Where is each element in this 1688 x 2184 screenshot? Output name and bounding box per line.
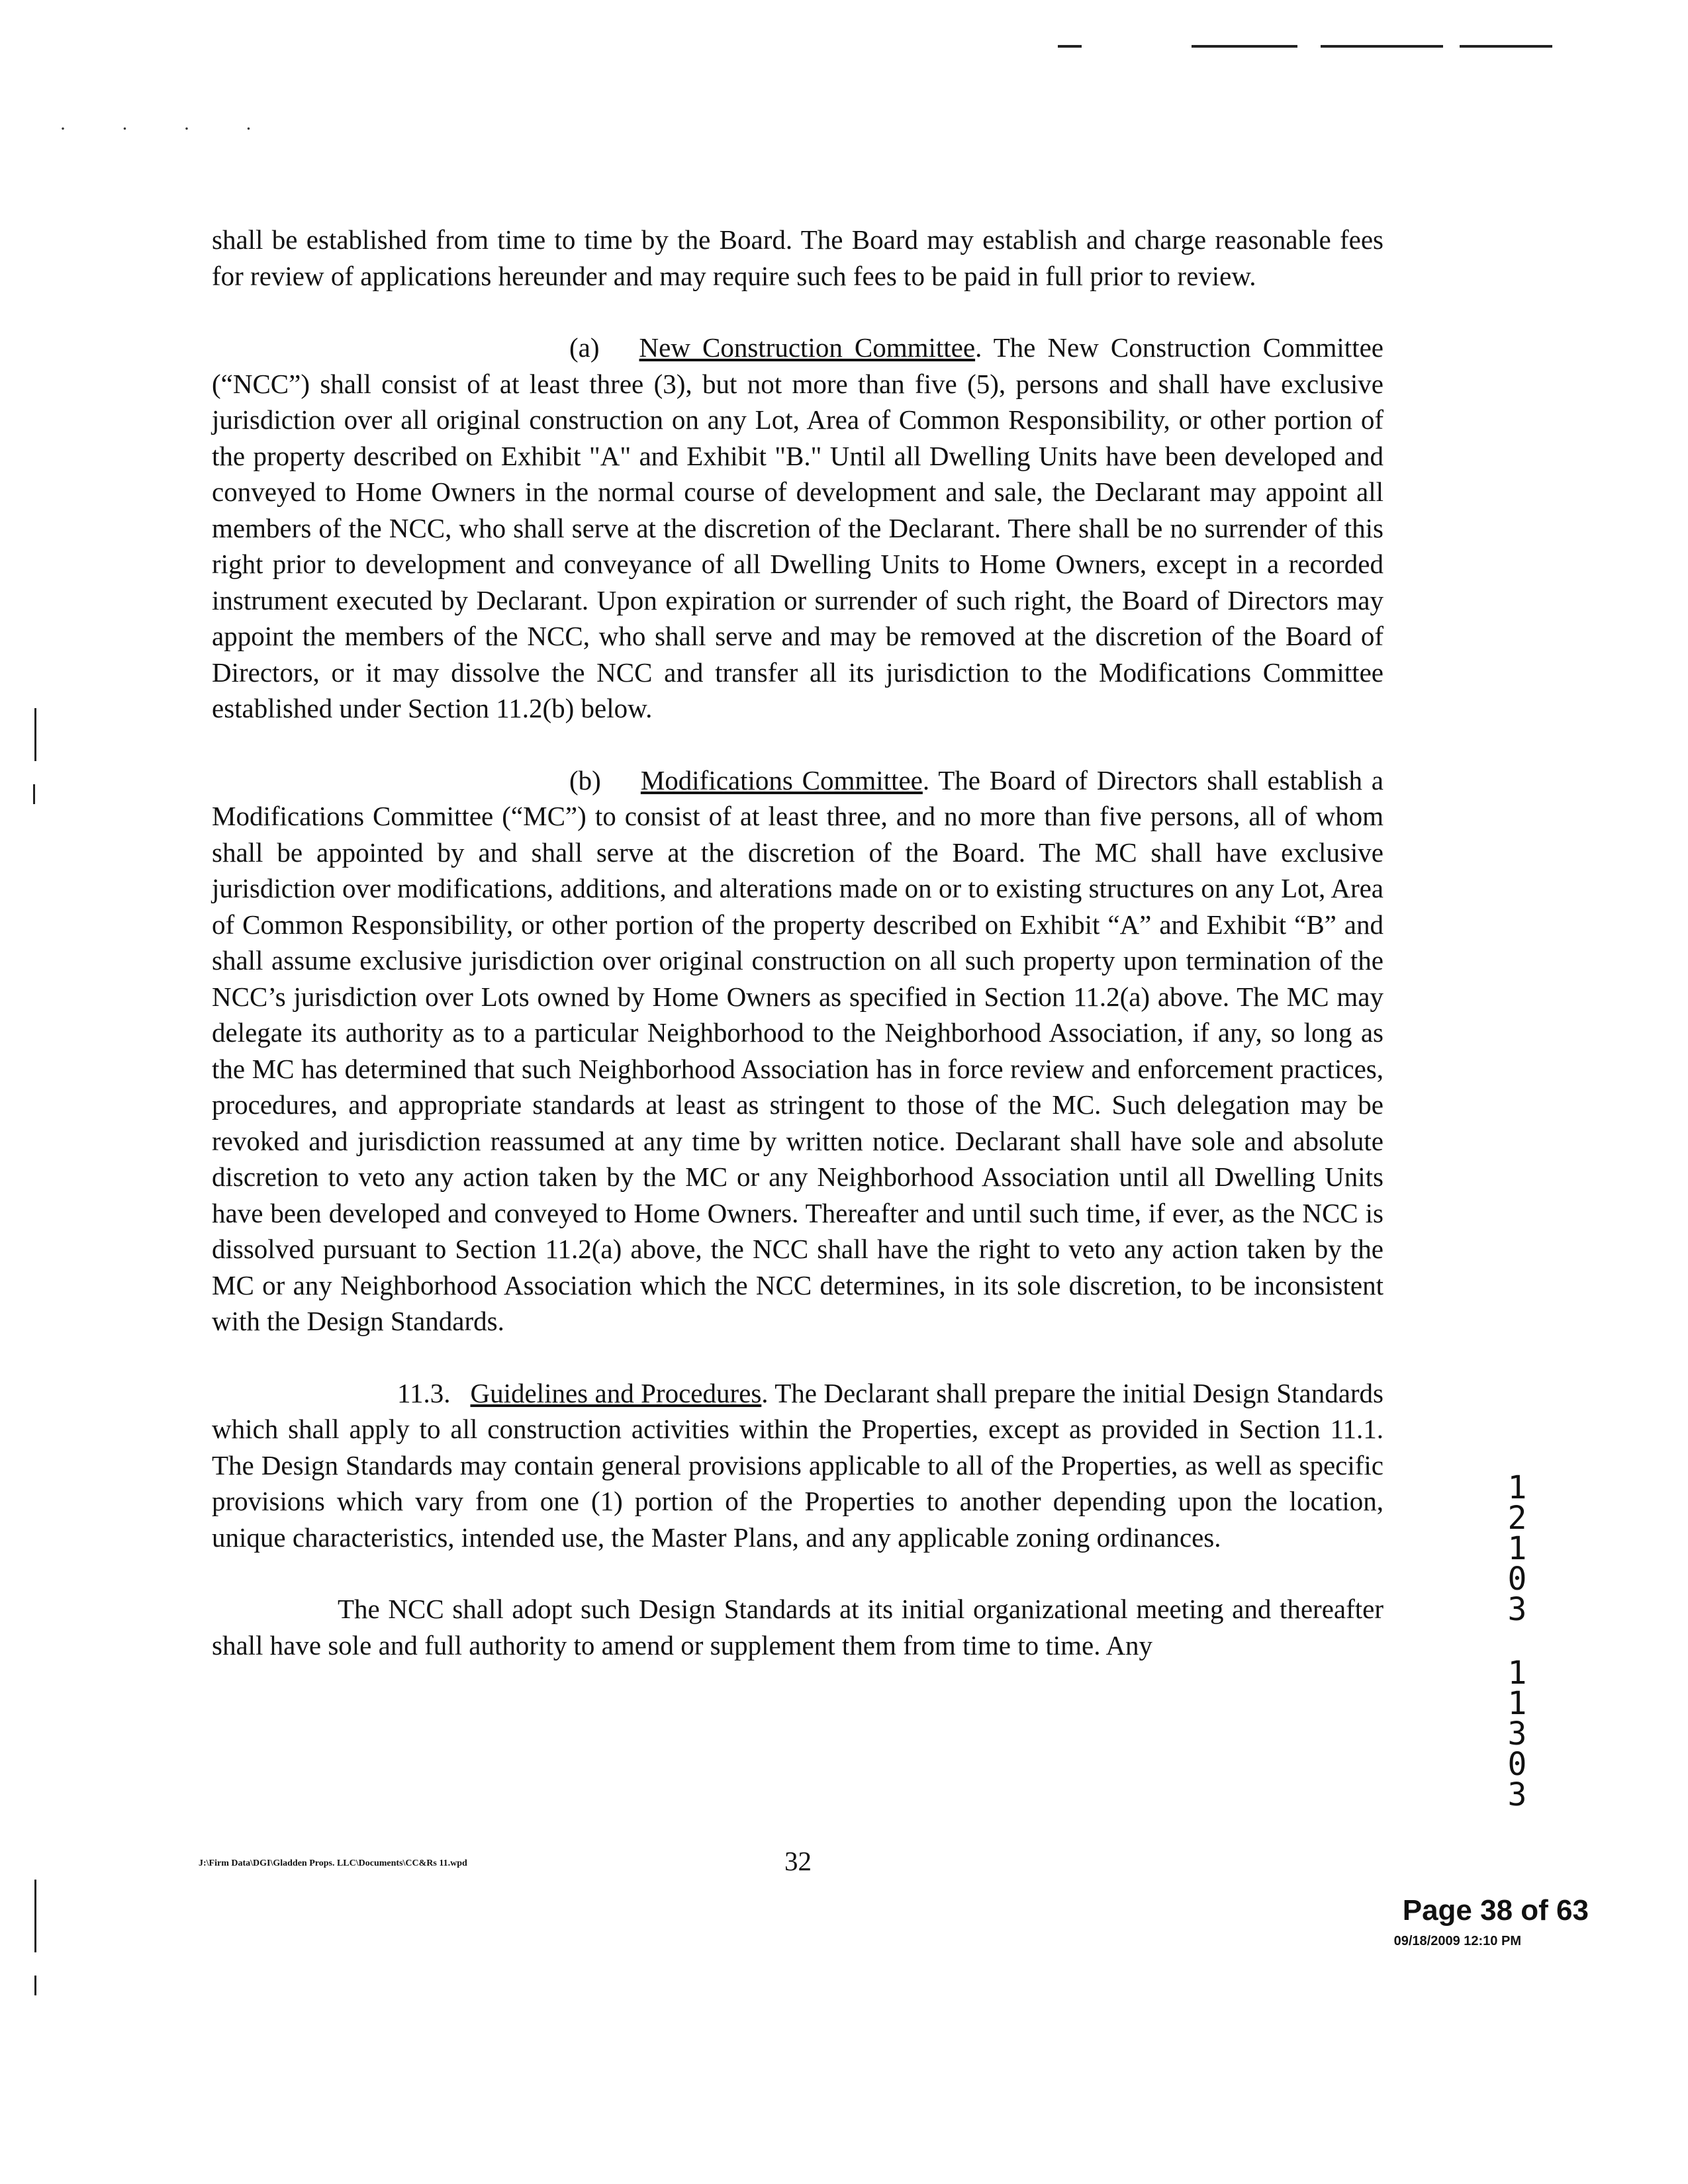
paragraph-b: [212, 762, 1383, 1340]
paragraph-a: [212, 330, 1383, 727]
stamp-digit: 3: [1507, 1776, 1527, 1813]
top-rule-2: [1192, 45, 1297, 48]
section-11-3: [212, 1375, 1383, 1556]
stamp-digit: 0: [1507, 1561, 1527, 1598]
stamp-digit: 1: [1507, 1685, 1527, 1722]
top-rule-4: [1460, 45, 1552, 48]
paragraph-b-label: (b): [569, 764, 601, 796]
page-of-total: Page 38 of 63: [1402, 1894, 1589, 1927]
margin-line-2: [33, 784, 35, 804]
margin-line-3: [34, 1880, 36, 1952]
paragraph-a-title: New Construction Committee: [639, 332, 976, 363]
stamp-digit: 0: [1507, 1746, 1527, 1783]
document-body: [212, 222, 1383, 1699]
top-rule-1: [1058, 45, 1082, 48]
margin-line-4: [34, 1976, 36, 1995]
section-11-3-number: 11.3.: [397, 1377, 451, 1408]
top-rule-3: [1321, 45, 1443, 48]
recording-stamp-upper: [1504, 1469, 1530, 1628]
paragraph-b-title: Modifications Committee: [640, 764, 923, 796]
margin-line-1: [34, 708, 36, 761]
paragraph-a-label: (a): [569, 332, 600, 363]
stamp-digit: 3: [1507, 1591, 1527, 1628]
stamp-digit: 1: [1507, 1530, 1527, 1567]
stamp-digit: 3: [1507, 1715, 1527, 1752]
print-timestamp: 09/18/2009 12:10 PM: [1393, 1934, 1521, 1948]
final-paragraph: The NCC shall adopt such Design Standards at its initial organizational meeting and thereafter shall have sole and full authority to amend or supplement them from time to time. Any: [212, 1594, 1383, 1661]
page-number: 32: [784, 1846, 812, 1876]
footer-file-path: J:\Firm Data\DGI\Gladden Props. LLC\Documents\CC&Rs 11.wpd: [199, 1858, 467, 1868]
recording-stamp-lower: [1504, 1655, 1530, 1813]
intro-paragraph: shall be established from time to time by the Board. The Board may establish and charge reasonable fees for review of applications hereunder and may require such fees to be paid in full prior to review.: [212, 224, 1383, 291]
section-11-3-text: . The Declarant shall prepare the initial Design Standards which shall apply to all construction activities within the Properties, except as provided in Section 11.1. The Design Standards may contain general provisions applicable to all of the Properties, as well as specific provisions which vary from one (1) portion of the Properties to another depending upon the location, unique characteristics, intended use, the Master Plans, and any applicable zoning ordinances.: [212, 1377, 1383, 1553]
section-11-3-title: Guidelines and Procedures: [470, 1377, 762, 1408]
scan-marks: · · · ·: [60, 118, 277, 140]
stamp-digit: 1: [1507, 1655, 1527, 1692]
stamp-digit: 1: [1507, 1469, 1527, 1506]
paragraph-b-text: . The Board of Directors shall establish a Modifications Committee (“MC”) to consist of at least three, and no more than five persons, all of whom shall be appointed by and shall serve at the discretion of the Board. The MC shall have exclusive jurisdiction over modifications, additions, and alterations made on or to existing structures on any Lot, Area of Common Responsibility, or other portion of the property described on Exhibit “A” and Exhibit “B” and shall assume exclusive jurisdiction over original construction on all such property upon termination of the NCC’s jurisdiction over Lots owned by Home Owners as specified in Section 11.2(a) above. The MC may delegate its authority as to a particular Neighborhood to the Neighborhood Association, if any, so long as the MC has determined that such Neighborhood Association has in force review and enforcement practices, procedures, and appropriate standards at least as stringent to those of the MC. Such delegation may be revoked and jurisdiction reassumed at any time by written notice. Declarant shall have sole and absolute discretion to veto any action taken by the MC or any Neighborhood Association until all Dwelling Units have been developed and conveyed to Home Owners. Thereafter and until such time, if ever, as the NCC is dissolved pursuant to Section 11.2(a) above, the NCC shall have the right to veto any action taken by the MC or any Neighborhood Association which the NCC determines, in its sole discretion, to be inconsistent with the Design Standards.: [212, 764, 1383, 1336]
stamp-digit: 2: [1507, 1500, 1527, 1537]
paragraph-a-text: . The New Construction Committee (“NCC”) shall consist of at least three (3), but not more than five (5), persons and shall have exclusive jurisdiction over all original construction on any Lot, Area of Common Responsibility, or other portion of the property described on Exhibit "A" and Exhibit "B." Until all Dwelling Units have been developed and conveyed to Home Owners in the normal course of development and sale, the Declarant may appoint all members of the NCC, who shall serve at the discretion of the Declarant. There shall be no surrender of this right prior to development and conveyance of all Dwelling Units to Home Owners, except in a recorded instrument executed by Declarant. Upon expiration or surrender of such right, the Board of Directors may appoint the members of the NCC, who shall serve and may be removed at the discretion of the Board of Directors, or it may dissolve the NCC and transfer all its jurisdiction to the Modifications Committee established under Section 11.2(b) below.: [212, 332, 1383, 723]
